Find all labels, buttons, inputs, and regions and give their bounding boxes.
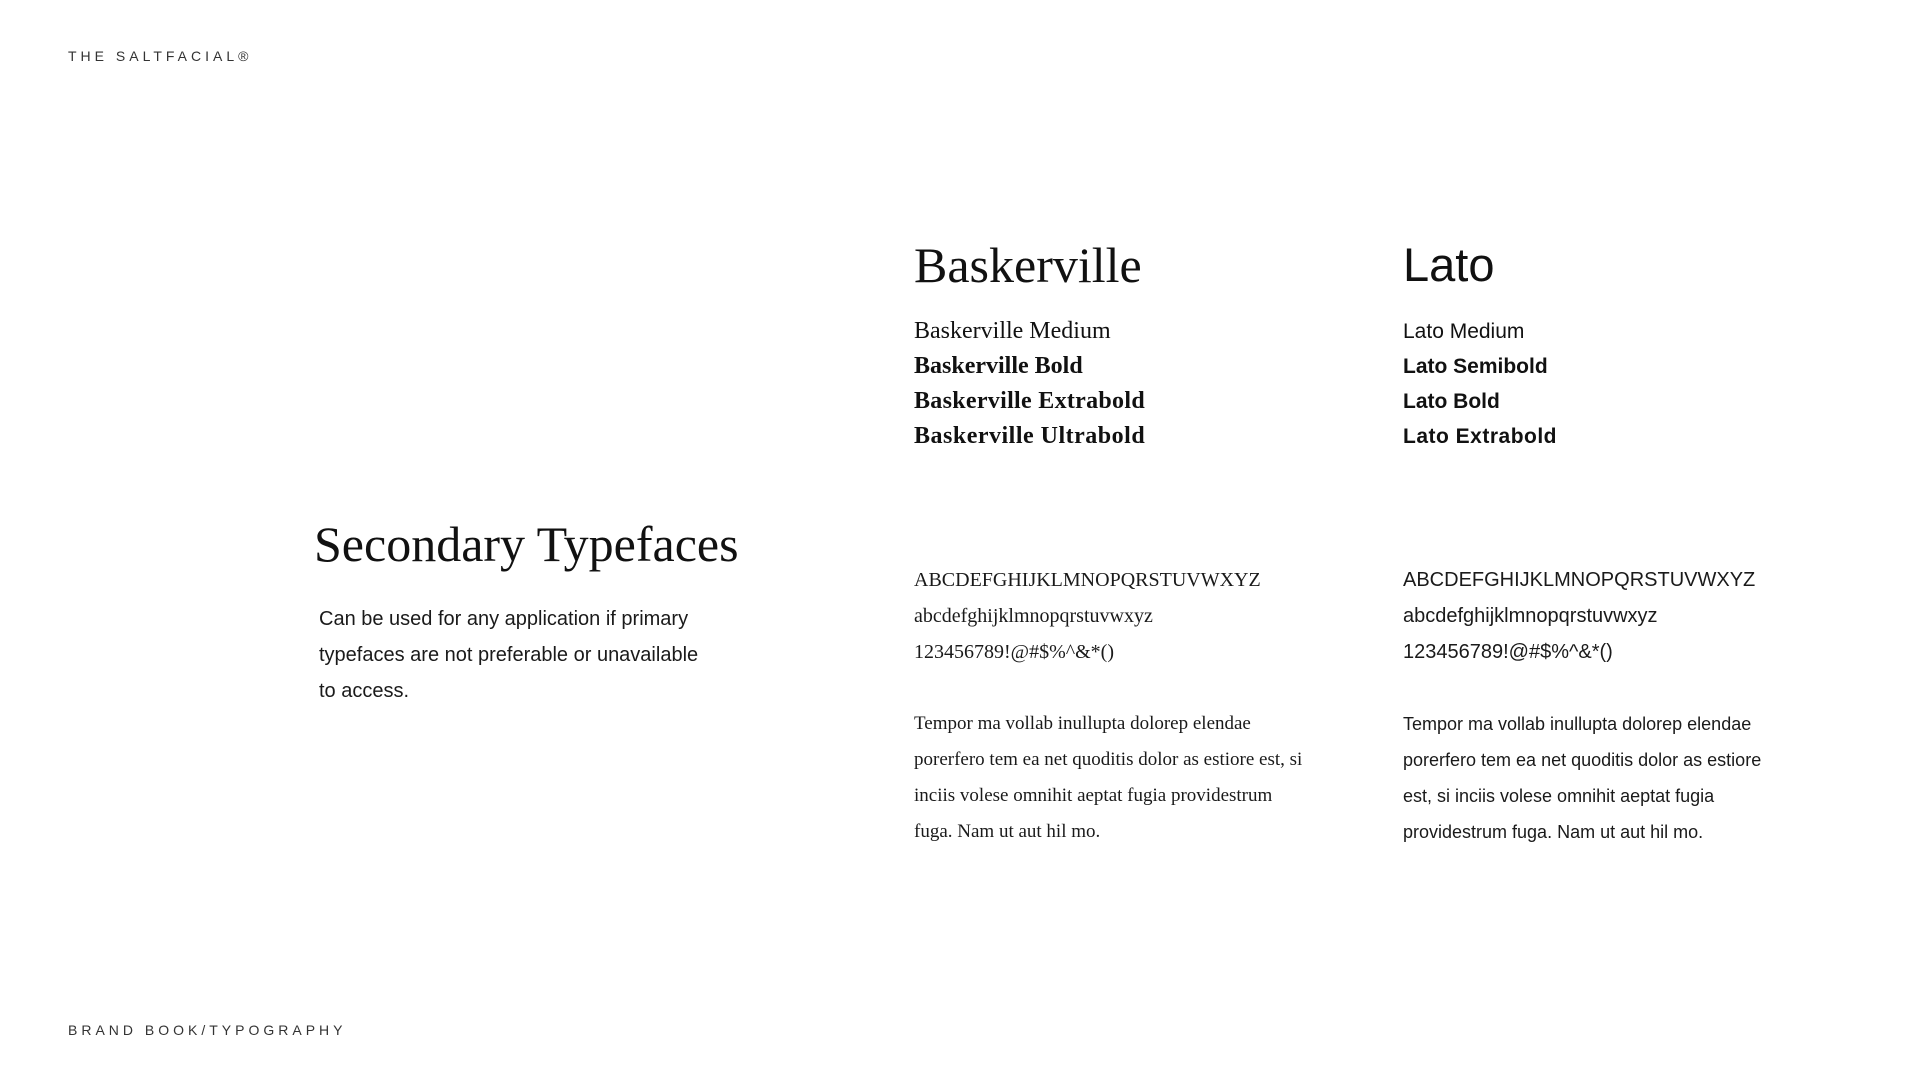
character-set [914, 562, 1261, 670]
section-title: Secondary Typefaces [314, 516, 739, 572]
numerals-specimen: 123456789!@#$%^&*() [914, 641, 1114, 663]
weights-list [1403, 314, 1843, 454]
weight-item: Lato Semibold [1403, 355, 1548, 378]
lowercase-specimen: abcdefghijklmnopqrstuvwxyz [1403, 605, 1658, 627]
typeface-column-baskerville [914, 230, 1354, 842]
weight-item: Baskerville Medium [914, 318, 1111, 344]
weight-item: Baskerville Ultrabold [914, 423, 1146, 449]
weight-item: Lato Extrabold [1403, 425, 1558, 448]
lowercase-specimen: abcdefghijklmnopqrstuvwxyz [914, 605, 1153, 627]
brand-name: THE SALTFACIAL® [68, 48, 253, 64]
weight-item: Baskerville Bold [914, 353, 1083, 379]
typeface-name: Baskerville [914, 237, 1142, 293]
weight-item: Lato Bold [1403, 390, 1500, 413]
character-set [1403, 562, 1755, 670]
footer-breadcrumb: BRAND BOOK/TYPOGRAPHY [68, 1022, 347, 1038]
section-description: Can be used for any application if primary typefaces are not preferable or unavailable to access. [319, 608, 699, 702]
numerals-specimen: 123456789!@#$%^&*() [1403, 641, 1613, 663]
uppercase-specimen: ABCDEFGHIJKLMNOPQRSTUVWXYZ [1403, 569, 1756, 591]
sample-paragraph: Tempor ma vollab inullupta dolorep elendae porerfero tem ea net quoditis dolor as estiore est, si inciis volese omnihit aeptat fugia providestrum fuga. Nam ut aut hil mo. [914, 713, 1303, 842]
weight-item: Baskerville Extrabold [914, 388, 1145, 414]
weight-item: Lato Medium [1403, 320, 1525, 343]
uppercase-specimen: ABCDEFGHIJKLMNOPQRSTUVWXYZ [914, 569, 1261, 591]
sample-paragraph: Tempor ma vollab inullupta dolorep elendae porerfero tem ea net quoditis dolor as estiore est, si inciis volese omnihit aeptat fugia providestrum fuga. Nam ut aut hil mo. [1403, 714, 1762, 842]
typeface-column-lato [1403, 230, 1843, 842]
typeface-name: Lato [1403, 238, 1495, 291]
weights-list [914, 314, 1354, 454]
